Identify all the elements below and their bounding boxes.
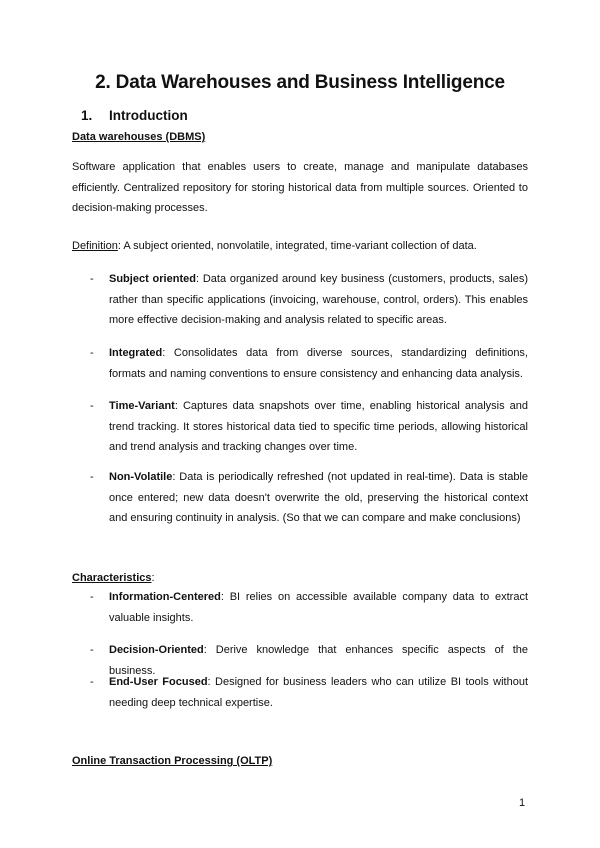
bullet-term: Non-Volatile — [109, 471, 173, 483]
bullet-term: Decision-Oriented — [109, 644, 204, 656]
page-title: 2. Data Warehouses and Business Intelligence — [95, 72, 505, 93]
bullet-text: : Derive knowledge that enhances specific aspects of the business. — [109, 644, 528, 677]
bullet-text: : Data is periodically refreshed (not updated in real-time). Data is stable once entered; new data doesn't overwrite the old, preserving the historical context and ensuring continuity in analysis. (So that we can compare and make conclusions) — [109, 471, 528, 524]
characteristics-heading — [72, 568, 528, 589]
definition-label: Definition — [72, 240, 118, 252]
bullet-text: : Designed for business leaders who can utilize BI tools without needing deep technical expertise. — [109, 676, 528, 709]
bullet-term: Time-Variant — [109, 400, 175, 412]
list-item — [72, 396, 528, 458]
intro-paragraph: Software application that enables users to create, manage and manipulate databases efficiently. Centralized repository for storing historical data from multiple sources. Oriented to decision-making processes. — [72, 161, 528, 214]
bullet-term: Subject oriented — [109, 273, 196, 285]
list-item — [72, 467, 528, 529]
bullet-dash: - — [90, 347, 94, 359]
bullet-dash: - — [90, 644, 94, 656]
oltp-heading: Online Transaction Processing (OLTP) — [72, 755, 273, 767]
page-number: 1 — [519, 797, 526, 809]
list-item — [72, 587, 528, 628]
bullet-text: : Captures data snapshots over time, enabling historical analysis and trend tracking. It stores historical data tied to specific time periods, allowing historical and trend analysis and tracking changes over time. — [109, 400, 528, 453]
definition-line — [72, 236, 528, 257]
bullet-term: Information-Centered — [109, 591, 221, 603]
bullet-text: : Data organized around key business (customers, products, sales) rather than specific applications (invoicing, warehouse, control, orders). This enables more effective decision-making and analysis related to specific areas. — [109, 273, 528, 326]
bullet-term: End-User Focused — [109, 676, 208, 688]
bullet-dash: - — [90, 676, 94, 688]
bullet-text: : Consolidates data from diverse sources, standardizing definitions, formats and naming conventions to ensure consistency and enhancing data analysis. — [109, 347, 528, 380]
characteristics-colon: : — [151, 572, 155, 584]
list-item — [72, 343, 528, 384]
bullet-dash: - — [90, 591, 94, 603]
bullet-dash: - — [90, 400, 94, 412]
bullet-term: Integrated — [109, 347, 163, 359]
bullet-dash: - — [90, 471, 94, 483]
list-item — [72, 672, 528, 713]
bullet-dash: - — [90, 273, 94, 285]
list-item — [72, 269, 528, 331]
section-heading — [81, 108, 188, 123]
bullet-text: : BI relies on accessible available company data to extract valuable insights. — [109, 591, 528, 624]
dw-heading: Data warehouses (DBMS) — [72, 131, 206, 143]
section-number: 1. — [81, 108, 93, 123]
characteristics-label: Characteristics — [72, 572, 152, 584]
definition-text: : A subject oriented, nonvolatile, integrated, time-variant collection of data. — [117, 240, 477, 252]
section-label: Introduction — [109, 108, 188, 123]
